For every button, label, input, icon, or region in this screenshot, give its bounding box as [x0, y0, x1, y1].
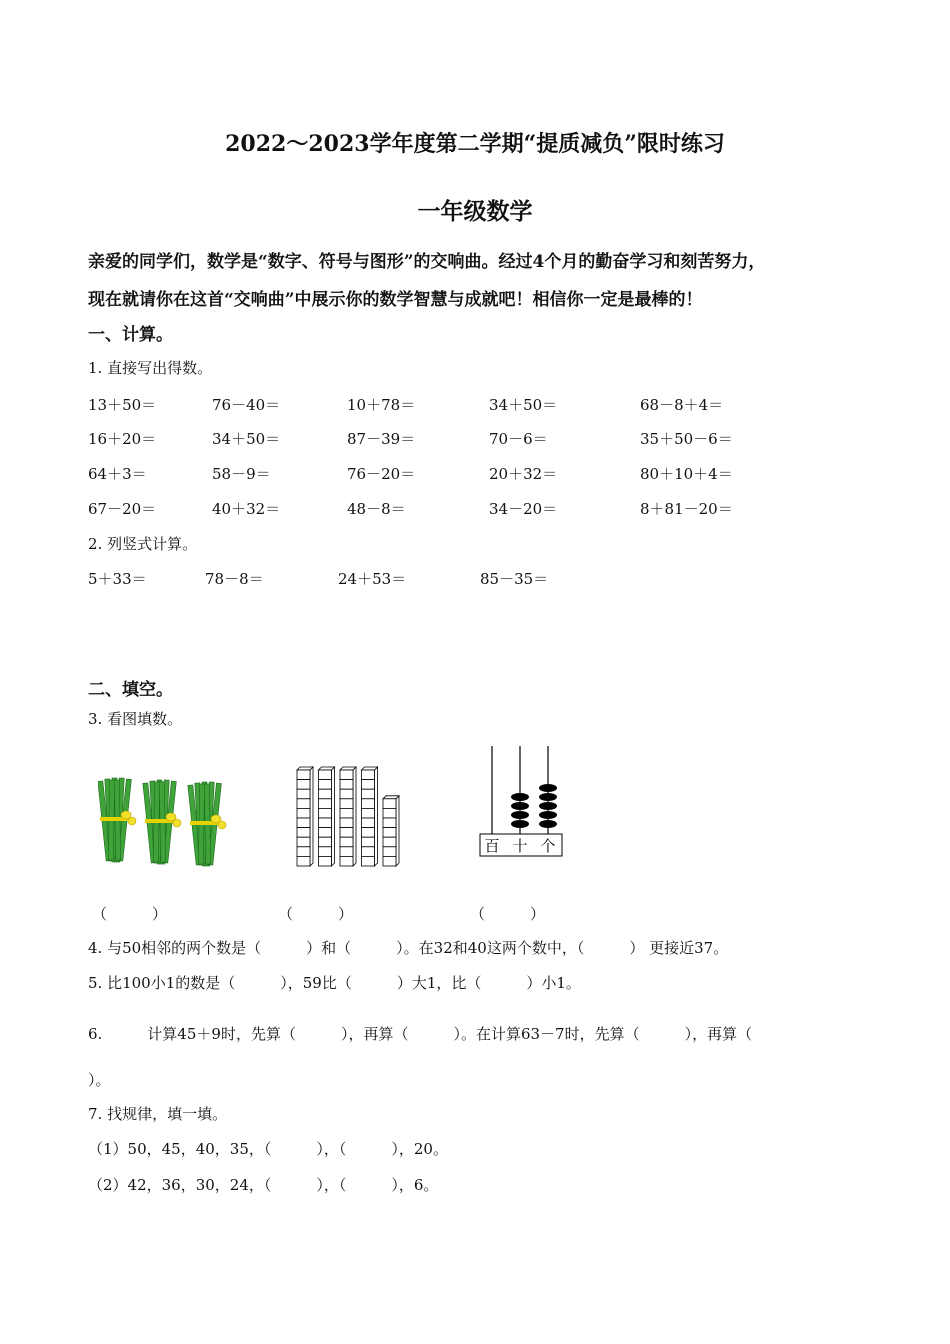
question-4: 4. 与50相邻的两个数是（ ）和（ ）。在32和40这两个数中，（ ） 更接近37。 [88, 939, 729, 957]
stick-bundle [98, 778, 136, 862]
q2-item: 78－8＝ [205, 570, 264, 588]
abacus-label-ones: 个 [540, 837, 556, 855]
abacus-beads-ones [539, 784, 557, 828]
q2-item: 24＋53＝ [338, 570, 407, 588]
base-ten-rod [340, 767, 356, 866]
question-5: 5. 比100小1的数是（ ），59比（ ）大1，比（ ）小1。 [88, 974, 581, 992]
section-2-title: 二、填空。 [88, 680, 173, 700]
q2-item: 85－35＝ [480, 570, 549, 588]
base-ten-rod [319, 767, 335, 866]
stick-bundles-image [98, 775, 238, 867]
base-ten-rod [383, 796, 399, 866]
answer-blank-1[interactable]: （ ） [92, 905, 168, 923]
question-3-label: 3. 看图填数。 [88, 710, 183, 728]
abacus-label-tens: 十 [512, 837, 528, 855]
q1-cell: 40＋32＝ [212, 500, 281, 518]
question-7-1: （1）50，45，40，35，（ ），（ ），20。 [88, 1140, 448, 1158]
section-1-title: 一、计算。 [88, 325, 173, 345]
q1-cell: 64＋3＝ [88, 465, 147, 483]
q1-cell: 34＋50＝ [489, 396, 558, 414]
page-title: 2022～2023学年度第二学期“提质减负”限时练习 [225, 131, 725, 157]
question-7-label: 7. 找规律，填一填。 [88, 1105, 228, 1123]
q1-cell: 80＋10＋4＝ [640, 465, 733, 483]
q1-cell: 20＋32＝ [489, 465, 558, 483]
intro-line-2: 现在就请你在这首“交响曲”中展示你的数学智慧与成就吧！相信你一定是最棒的！ [88, 290, 703, 310]
q1-cell: 34－20＝ [489, 500, 558, 518]
question-7-2: （2）42，36，30，24，（ ），（ ），6。 [88, 1176, 439, 1194]
base-ten-rod [297, 767, 313, 866]
q1-cell: 67－20＝ [88, 500, 157, 518]
q1-cell: 87－39＝ [347, 430, 416, 448]
abacus-image [478, 744, 566, 860]
q1-cell: 10＋78＝ [347, 396, 416, 414]
question-2-label: 2. 列竖式计算。 [88, 535, 198, 553]
abacus-label-hundreds: 百 [484, 837, 500, 855]
page-subtitle: 一年级数学 [417, 198, 533, 225]
q1-cell: 34＋50＝ [212, 430, 281, 448]
q1-cell: 48－8＝ [347, 500, 406, 518]
q1-cell: 13＋50＝ [88, 396, 157, 414]
q1-cell: 8＋81－20＝ [640, 500, 733, 518]
q1-cell: 76－20＝ [347, 465, 416, 483]
intro-line-1: 亲爱的同学们，数学是“数字、符号与图形”的交响曲。经过4个月的勤奋学习和刻苦努力， [88, 252, 766, 272]
q1-cell: 68－8＋4＝ [640, 396, 724, 414]
base-ten-rod [362, 767, 378, 866]
q1-cell: 16＋20＝ [88, 430, 157, 448]
q1-cell: 58－9＝ [212, 465, 271, 483]
q1-cell: 76－40＝ [212, 396, 281, 414]
question-6-line-1: 6. 计算45＋9时，先算（ ），再算（ ）。在计算63－7时，先算（ ），再算（ [88, 1025, 753, 1043]
question-1-label: 1. 直接写出得数。 [88, 359, 213, 377]
question-6-line-2: ）。 [88, 1071, 111, 1089]
q2-item: 5＋33＝ [88, 570, 147, 588]
q1-cell: 35＋50－6＝ [640, 430, 733, 448]
q1-cell: 70－6＝ [489, 430, 548, 448]
base-ten-blocks-image [296, 766, 408, 870]
answer-blank-2[interactable]: （ ） [278, 905, 354, 923]
answer-blank-3[interactable]: （ ） [470, 905, 546, 923]
